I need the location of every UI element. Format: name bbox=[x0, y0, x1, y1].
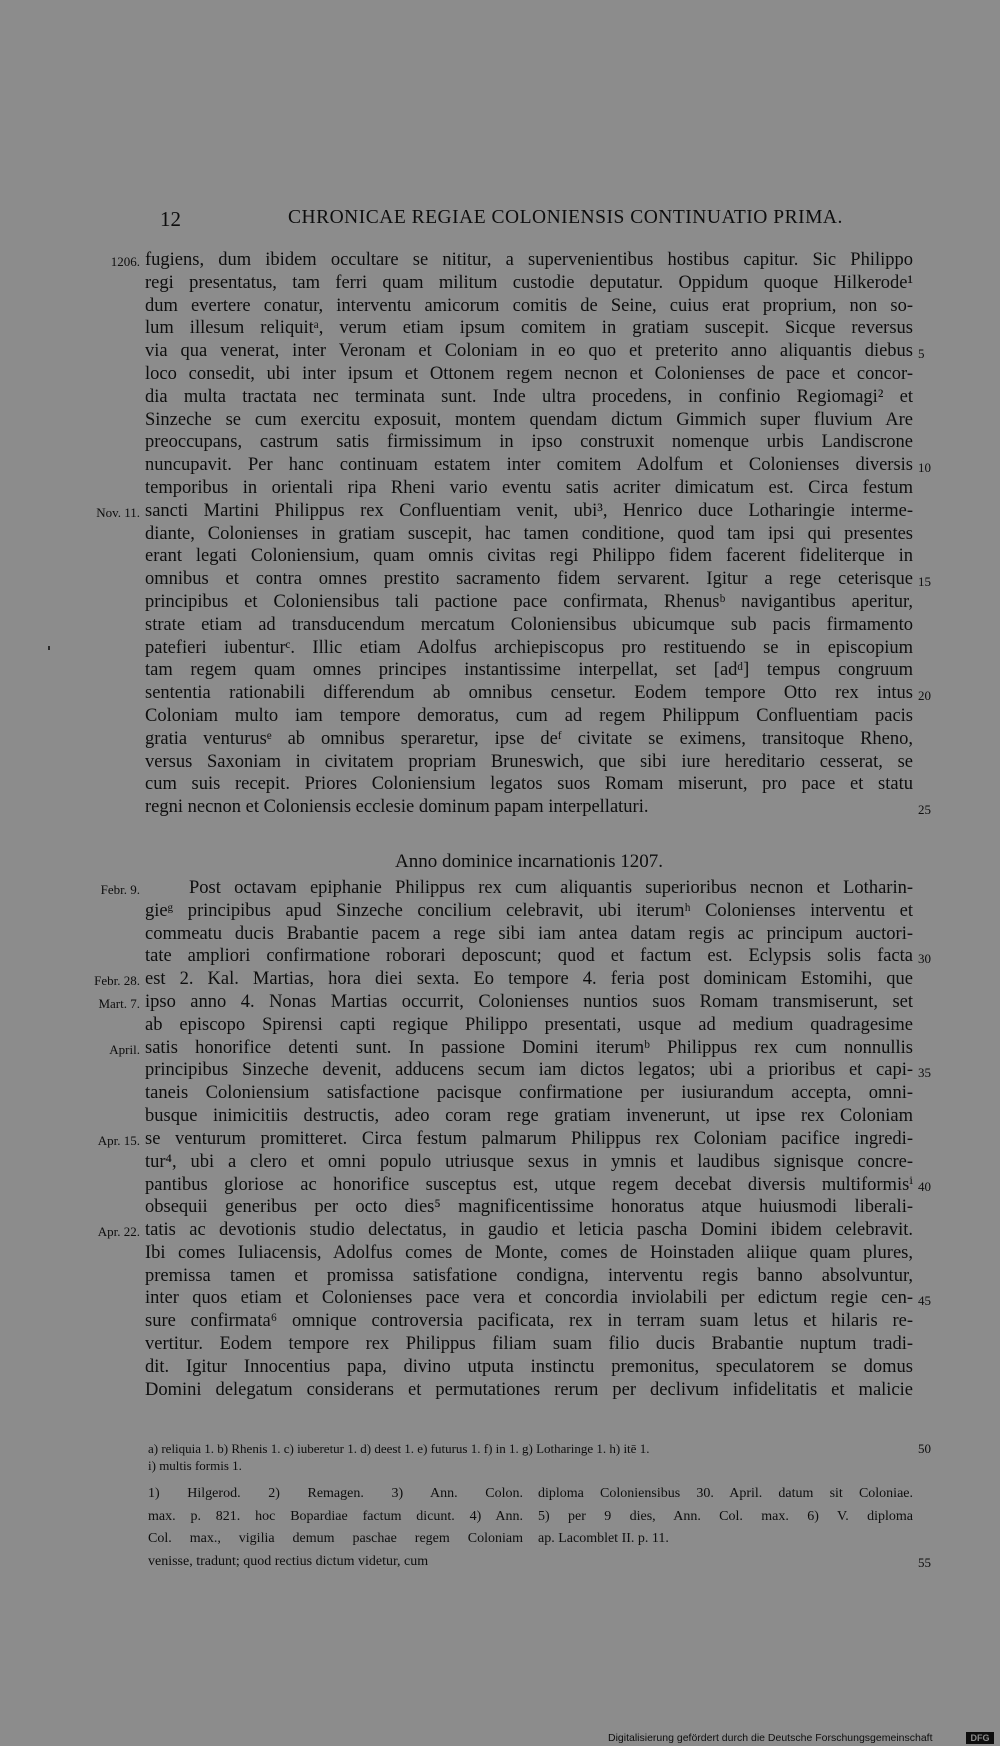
text-line: fugiens, dum ibidem occultare se nititur, a supervenientibus hostibus capitur. Sic Philippo bbox=[145, 250, 913, 270]
text-line: tatis ac devotionis studio delectatus, in gaudio et leticia pascha Domini ibidem celebravit. bbox=[145, 1220, 913, 1240]
margin-date: Apr. 22. bbox=[97, 1224, 140, 1239]
credit-text: Digitalisierung gefördert durch die Deutsche Forschungsgemeinschaft bbox=[608, 1732, 933, 1744]
text-line: dum evertere conatur, interventu amicorum comitis de Seine, cuius erat proprium, non so- bbox=[145, 296, 913, 316]
line-number: 15 bbox=[918, 574, 931, 589]
variant-notes-text: i) multis formis 1. bbox=[148, 1458, 242, 1473]
page-number: 12 bbox=[160, 207, 181, 231]
line-number: 45 bbox=[918, 1293, 931, 1308]
text-line: sure confirmata⁶ omnique controversia pacificata, rex in terram suam letus et hilaris re- bbox=[145, 1311, 913, 1331]
text-line: nuncupavit. Per hanc continuam estatem inter comitem Adolfum et Colonienses diversis bbox=[145, 455, 913, 475]
text-line: tate ampliori confirmatione roborari deposcunt; quod et factum est. Eclypsis solis facta bbox=[145, 946, 913, 966]
text-line: temporibus in orientali ripa Rheni vario eventu satis acriter dimicatum est. Circa festum bbox=[145, 478, 913, 498]
text-line: loco consedit, ubi inter ipsum et Ottonem regem necnon et Colonienses de pace et concor- bbox=[145, 364, 913, 384]
text-line: pantibus gloriose ac honorifice susceptus est, utque regem decebat diversis multiformisⁱ bbox=[145, 1175, 913, 1195]
text-line: satis honorifice detenti sunt. In passione Domini iterumᵇ Philippus rex cum nonnullis bbox=[145, 1038, 913, 1058]
text-line: premissa tamen et promissa satisfatione condigna, interventu regis banno absolvuntur, bbox=[145, 1266, 913, 1286]
text-line: Ibi comes Iuliacensis, Adolfus comes de Monte, comes de Hoinstaden aliique quam plures, bbox=[145, 1243, 913, 1263]
text-line: ab episcopo Spirensi capti regique Philippo presentati, usque ad medium quadragesime bbox=[145, 1015, 913, 1035]
text-line: tam regem quam omnes principes instantissime interpellat, set [adᵈ] tempus congruum bbox=[145, 660, 913, 680]
margin-date: Apr. 15. bbox=[97, 1133, 140, 1148]
text-line: vertitur. Eodem tempore rex Philippus filiam suam filio ducis Brabantie nuptum tradi- bbox=[145, 1334, 913, 1354]
text-line: sancti Martini Philippus rex Confluentiam venit, ubi³, Henrico duce Lotharingie interme- bbox=[145, 501, 913, 521]
footnote-line: diploma Coloniensibus 30. April. datum sit Coloniae. bbox=[538, 1486, 913, 1501]
variant-notes-row-1 bbox=[148, 1441, 914, 1457]
margin-date: Mart. 7. bbox=[98, 996, 140, 1011]
line-number: 40 bbox=[918, 1179, 931, 1194]
text-line: tur⁴, ubi a clero et omni populo utriusque sexus in ymnis et laudibus signisque concre- bbox=[145, 1152, 913, 1172]
variant-notes-text: a) reliquia 1. b) Rhenis 1. c) iuberetur 1. d) deest 1. e) futurus 1. f) in 1. g) Lotharinge 1. h) itē 1. bbox=[148, 1441, 650, 1456]
line-number: 50 bbox=[918, 1441, 931, 1456]
margin-date: Febr. 9. bbox=[100, 882, 140, 897]
dfg-logo-icon: DFG bbox=[966, 1732, 994, 1744]
text-line: regi presentatus, tam ferri quam militum custodie deputatur. Oppidum quoque Hilkerode¹ bbox=[145, 273, 913, 293]
year-heading: Anno dominice incarnationis 1207. bbox=[394, 851, 664, 872]
line-number: 35 bbox=[918, 1065, 931, 1080]
text-line: busque inimicitiis destructis, adeo coram rege gratiam invenerunt, ut ipse rex Coloniam bbox=[145, 1106, 913, 1126]
text-line: omnibus et contra omnes prestito sacramento fidem servarent. Igitur a rege ceterisque bbox=[145, 569, 913, 589]
text-line: inter quos etiam et Colonienses pace vera et concordia inviolabili per edictum regie cen- bbox=[145, 1288, 913, 1308]
line-number: 55 bbox=[918, 1555, 931, 1570]
text-line: dit. Igitur Innocentius papa, divino utputa instinctu premonitus, speculatorem se domus bbox=[145, 1357, 913, 1377]
margin-date: Febr. 28. bbox=[94, 973, 140, 988]
line-number: 20 bbox=[918, 688, 931, 703]
text-line: diante, Colonienses in gratiam suscepit, hac tamen conditione, quod tam ipsi qui presentes bbox=[145, 524, 913, 544]
text-line: dia multa tractata nec terminata sunt. Inde ultra procedens, in confinio Regiomagi² et bbox=[145, 387, 913, 407]
text-line: erant legati Coloniensium, quam omnis civitas regi Philippo fidem facerent fideliterque in bbox=[145, 546, 913, 566]
text-line: gieᵍ principibus apud Sinzeche concilium celebravit, ubi iterumʰ Colonienses interventu et bbox=[145, 901, 913, 921]
text-line: strate etiam ad transducendum mercatum Coloniensibus ubicumque sub pacis firmamento bbox=[145, 615, 913, 635]
text-line: principibus et Coloniensibus tali pactione pace confirmata, Rhenusᵇ navigantibus aperitur, bbox=[145, 592, 913, 612]
footnote-line: max. p. 821. hoc Bopardiae factum dicunt. 4) Ann. bbox=[148, 1508, 523, 1524]
footnote-line: Col. max., vigilia demum paschae regem Coloniam bbox=[148, 1531, 523, 1546]
text-line: cum suis recepit. Priores Coloniensium legatos suos Romam miserunt, pro pace et statu bbox=[145, 774, 913, 794]
text-line: ipso anno 4. Nonas Martias occurrit, Colonienses nuntios suos Romam transmiserunt, set bbox=[145, 992, 913, 1012]
line-number: 5 bbox=[918, 346, 925, 361]
line-number: 30 bbox=[918, 951, 931, 966]
text-line: est 2. Kal. Martias, hora diei sexta. Eo tempore 4. feria post dominicam Estomihi, que bbox=[145, 969, 913, 989]
footnote-line: ap. Lacomblet II. p. 11. bbox=[538, 1531, 669, 1546]
text-line: principibus Sinzeche devenit, adducens secum iam dictos legatos; ubi a prioribus et capi- bbox=[145, 1060, 913, 1080]
scan-speck bbox=[48, 646, 50, 650]
footnotes-right-column bbox=[538, 1483, 913, 1551]
footnote-line: venisse, tradunt; quod rectius dictum videtur, cum bbox=[148, 1553, 429, 1569]
text-line: commeatu ducis Brabantie pacem a rege sibi iam antea datam regis ac principum auctori- bbox=[145, 924, 913, 944]
text-line: Post octavam epiphanie Philippus rex cum aliquantis superioribus necnon et Lotharin- bbox=[189, 878, 913, 898]
text-line: versus Saxoniam in civitatem propriam Bruneswich, que sibi iure hereditario cesserat, se bbox=[145, 752, 913, 772]
footnotes-left-column bbox=[148, 1483, 523, 1573]
margin-date: 1206. bbox=[110, 254, 140, 269]
margin-date: April. bbox=[109, 1042, 140, 1057]
line-number: 10 bbox=[918, 460, 931, 475]
text-line: obsequii generibus per octo dies⁵ magnificentissime honoratus atque huiusmodi liberali- bbox=[145, 1197, 913, 1217]
text-line: gratia venturusᵉ ab omnibus speraretur, ipse deᶠ civitate se eximens, transitoque Rheno, bbox=[145, 729, 913, 749]
text-line: Domini delegatum considerans et permutationes rerum per declivum infidelitatis et malicie bbox=[145, 1380, 913, 1400]
running-title: CHRONICAE REGIAE COLONIENSIS CONTINUATIO PRIMA. bbox=[288, 207, 843, 228]
footnote-line: 1) Hilgerod. 2) Remagen. 3) Ann. Colon. bbox=[148, 1486, 523, 1501]
digitization-credit bbox=[600, 1731, 1000, 1746]
footnote-line: 5) per 9 dies, Ann. Col. max. 6) V. diploma bbox=[538, 1508, 913, 1524]
text-line: taneis Coloniensium satisfactione pacisque confirmatione per iusiurandum accepta, omni- bbox=[145, 1083, 913, 1103]
margin-date: Nov. 11. bbox=[96, 505, 140, 520]
text-line: Sinzeche se cum exercitu exposuit, montem quendam dictum Gimmich super fluvium Are bbox=[145, 410, 913, 430]
text-line: se venturum promitteret. Circa festum palmarum Philippus rex Coloniam pacifice ingredi- bbox=[145, 1129, 913, 1149]
line-number: 25 bbox=[918, 802, 931, 817]
variant-notes-row-2 bbox=[148, 1458, 914, 1474]
text-line: patefieri iubenturᶜ. Illic etiam Adolfus archiepiscopus pro restituendo se in episcopium bbox=[145, 638, 913, 658]
text-line: sententia rationabili differendum ab omnibus censetur. Eodem tempore Otto rex intus bbox=[145, 683, 913, 703]
text-line: regni necnon et Coloniensis ecclesie dominum papam interpellaturi. bbox=[145, 797, 649, 817]
text-line: via qua venerat, inter Veronam et Coloniam in eo quo et preterito anno aliquantis diebus bbox=[145, 341, 913, 361]
text-line: Coloniam multo iam tempore demoratus, cum ad regem Philippum Confluentiam pacis bbox=[145, 706, 913, 726]
text-line: preoccupans, castrum satis firmissimum in ipso construxit nomenque urbis Landiscrone bbox=[145, 432, 913, 452]
text-line: lum illesum reliquitᵃ, verum etiam ipsum comitem in gratiam suscepit. Sicque reversus bbox=[145, 318, 913, 338]
